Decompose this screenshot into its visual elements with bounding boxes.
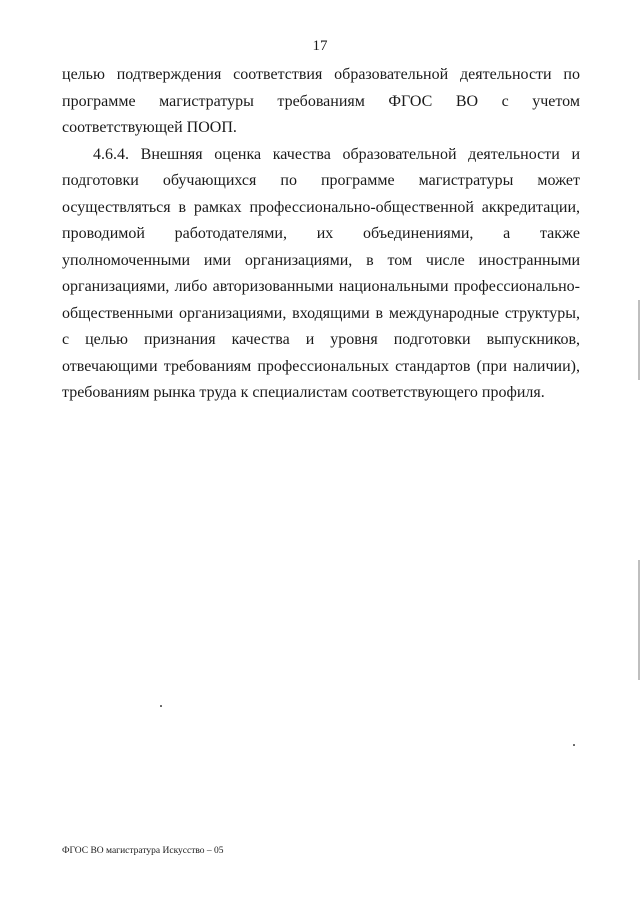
scan-speck bbox=[573, 744, 575, 746]
document-body bbox=[62, 62, 580, 407]
paragraph-4-6-4: 4.6.4. Внешняя оценка качества образовательной деятельности и подготовки обучающихся по программе магистратуры может осуществляться в рамках профессионально-общественной аккредитации, проводимой работодателями, их объединениями, а также уполномоченными ими организациями, в том числе иностранными организациями, либо авторизованными национальными профессионально-общественными организациями, входящими в международные структуры, с целью признания качества и уровня подготовки выпускников, отвечающими требованиям профессиональных стандартов (при наличии), требованиям рынка труда к специалистам соответствующего профиля. bbox=[62, 145, 580, 401]
paragraph-continuation: целью подтверждения соответствия образовательной деятельности по программе магистратуры требованиям ФГОС ВО с учетом соответствующей ПООП. bbox=[62, 66, 580, 136]
document-footer: ФГОС ВО магистратура Искусство – 05 bbox=[62, 846, 224, 856]
page-number: 17 bbox=[312, 38, 328, 54]
scan-speck bbox=[160, 705, 162, 707]
